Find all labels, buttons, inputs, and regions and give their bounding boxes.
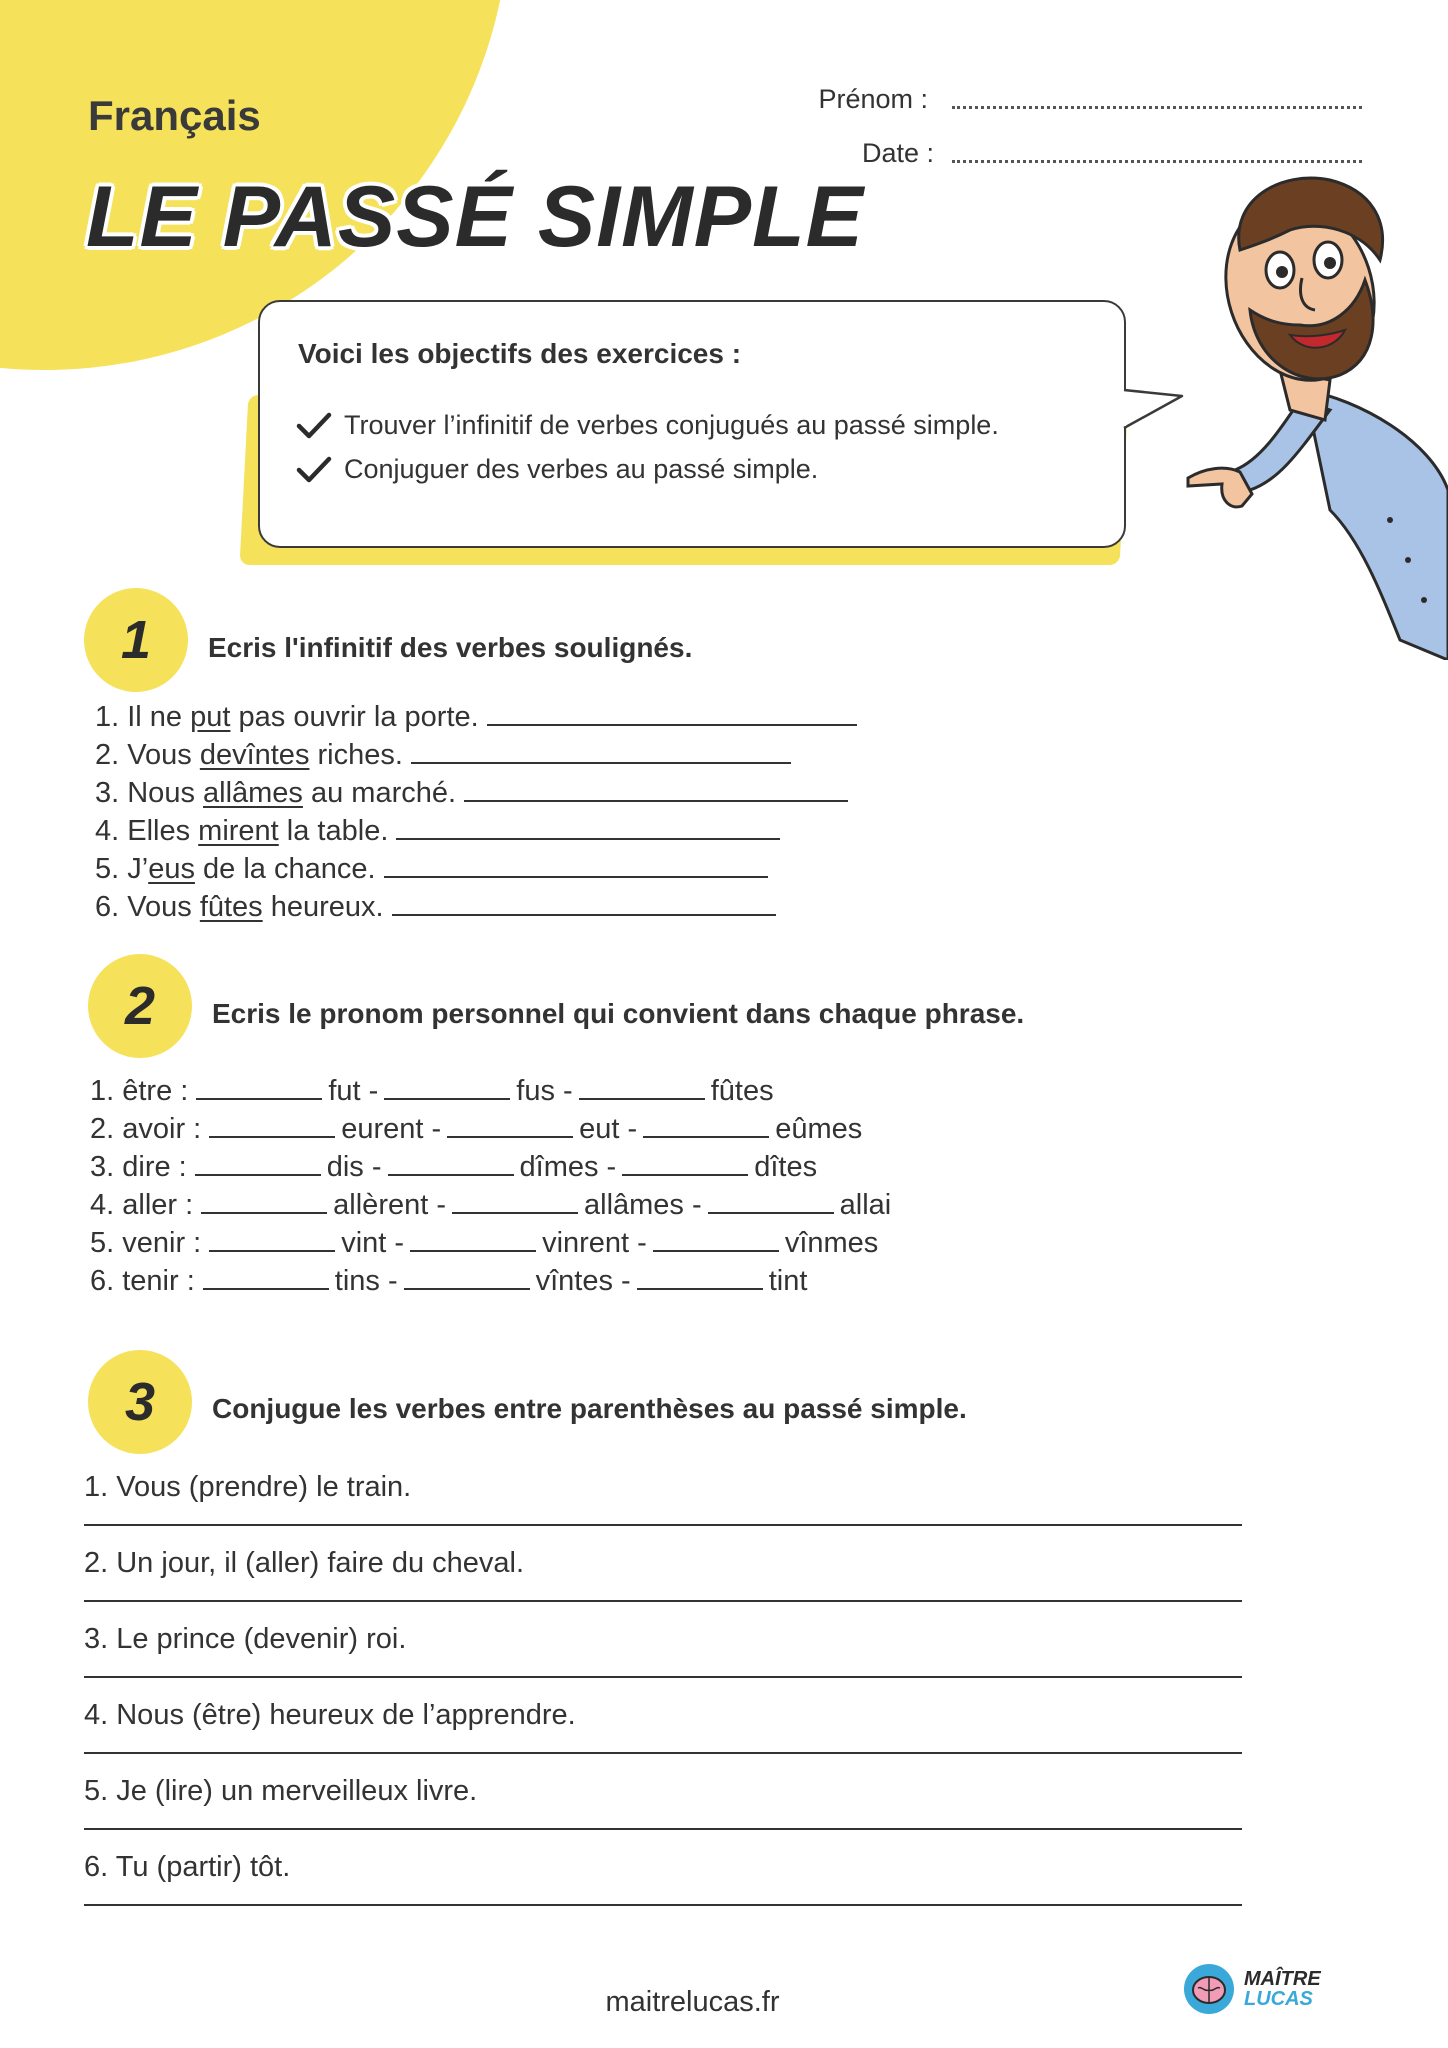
checkmark-icon bbox=[296, 411, 332, 441]
exercise-3-badge: 3 bbox=[88, 1350, 192, 1454]
objective-text: Conjuguer des verbes au passé simple. bbox=[344, 454, 819, 484]
exercise-1-instruction: Ecris l'infinitif des verbes soulignés. bbox=[208, 632, 693, 663]
underlined-verb: eus bbox=[148, 853, 195, 885]
list-item: 1. Il ne put pas ouvrir la porte. bbox=[95, 698, 857, 736]
answer-line[interactable] bbox=[84, 1828, 1242, 1830]
answer-line[interactable] bbox=[84, 1524, 1242, 1526]
list-item: 2. Vous devîntes riches. bbox=[95, 736, 857, 774]
list-item bbox=[84, 1772, 1244, 1848]
answer-line[interactable] bbox=[84, 1600, 1242, 1602]
list-item bbox=[84, 1848, 1244, 1924]
underlined-verb: mirent bbox=[198, 815, 279, 847]
answer-blank[interactable] bbox=[622, 1148, 748, 1176]
answer-blank[interactable] bbox=[452, 1186, 578, 1214]
sentence-text: 5. Je (lire) un merveilleux livre. bbox=[84, 1775, 478, 1807]
sentence-text: 6. Tu (partir) tôt. bbox=[84, 1851, 291, 1883]
list-item: 1. être : fut - fus - fûtes bbox=[90, 1072, 897, 1110]
list-item bbox=[84, 1696, 1244, 1772]
answer-blank[interactable] bbox=[392, 888, 776, 916]
teacher-character-illustration bbox=[1130, 160, 1448, 660]
answer-blank[interactable] bbox=[396, 812, 780, 840]
answer-blank[interactable] bbox=[411, 736, 791, 764]
list-item bbox=[84, 1468, 1244, 1544]
list-item bbox=[84, 1544, 1244, 1620]
underlined-verb: fûtes bbox=[199, 891, 263, 923]
brain-logo-icon bbox=[1182, 1962, 1236, 2016]
objectives-bubble bbox=[258, 300, 1126, 548]
answer-blank[interactable] bbox=[201, 1186, 327, 1214]
objectives-heading: Voici les objectifs des exercices : bbox=[298, 338, 742, 369]
logo-text: MAÎTRE LUCAS bbox=[1244, 1968, 1321, 2010]
sentence-text: 1. Vous (prendre) le train. bbox=[84, 1471, 412, 1503]
answer-blank[interactable] bbox=[388, 1148, 514, 1176]
objective-text: Trouver l’infinitif de verbes conjugués au passé simple. bbox=[344, 410, 999, 440]
exercise-3-instruction: Conjugue les verbes entre parenthèses au passé simple. bbox=[212, 1393, 967, 1424]
page-title: LE PASSÉ SIMPLE bbox=[86, 169, 864, 265]
list-item: 6. Vous fûtes heureux. bbox=[95, 888, 857, 926]
answer-blank[interactable] bbox=[209, 1224, 335, 1252]
sentence-text: 2. Un jour, il (aller) faire du cheval. bbox=[84, 1547, 525, 1579]
sentence-text: 4. Nous (être) heureux de l’apprendre. bbox=[84, 1699, 576, 1731]
objective-item bbox=[296, 410, 999, 441]
underlined-verb: devîntes bbox=[199, 739, 310, 771]
underlined-verb: put bbox=[190, 701, 231, 733]
answer-blank[interactable] bbox=[447, 1110, 573, 1138]
answer-blank[interactable] bbox=[653, 1224, 779, 1252]
answer-line[interactable] bbox=[84, 1752, 1242, 1754]
exercise-1-list bbox=[95, 698, 857, 926]
answer-blank[interactable] bbox=[637, 1262, 763, 1290]
answer-blank[interactable] bbox=[209, 1110, 335, 1138]
list-item: 2. avoir : eurent - eut - eûmes bbox=[90, 1110, 897, 1148]
sentence-text: 3. Le prince (devenir) roi. bbox=[84, 1623, 407, 1655]
answer-blank[interactable] bbox=[410, 1224, 536, 1252]
exercise-2-instruction: Ecris le pronom personnel qui convient dans chaque phrase. bbox=[212, 998, 1025, 1029]
answer-blank[interactable] bbox=[384, 1072, 510, 1100]
list-item bbox=[84, 1620, 1244, 1696]
list-item: 4. aller : allèrent - allâmes - allai bbox=[90, 1186, 897, 1224]
list-item: 3. Nous allâmes au marché. bbox=[95, 774, 857, 812]
checkmark-icon bbox=[296, 455, 332, 485]
underlined-verb: allâmes bbox=[203, 777, 303, 809]
prenom-label: Prénom : bbox=[818, 84, 928, 114]
answer-blank[interactable] bbox=[404, 1262, 530, 1290]
exercise-1-badge: 1 bbox=[84, 588, 188, 692]
list-item: 5. venir : vint - vinrent - vînmes bbox=[90, 1224, 897, 1262]
answer-blank[interactable] bbox=[708, 1186, 834, 1214]
answer-blank[interactable] bbox=[384, 850, 768, 878]
subject-label: Français bbox=[88, 92, 261, 139]
prenom-input-line[interactable] bbox=[952, 106, 1362, 109]
brand-logo bbox=[1182, 1962, 1321, 2016]
list-item: 6. tenir : tins - vîntes - tint bbox=[90, 1262, 897, 1300]
answer-blank[interactable] bbox=[579, 1072, 705, 1100]
answer-blank[interactable] bbox=[464, 774, 848, 802]
exercise-2-badge: 2 bbox=[88, 954, 192, 1058]
list-item: 4. Elles mirent la table. bbox=[95, 812, 857, 850]
date-label: Date : bbox=[861, 138, 934, 168]
answer-line[interactable] bbox=[84, 1904, 1242, 1906]
footer-website: maitrelucas.fr bbox=[605, 1986, 780, 2018]
exercise-2-list bbox=[90, 1072, 897, 1300]
list-item: 5. J’eus de la chance. bbox=[95, 850, 857, 888]
answer-blank[interactable] bbox=[196, 1072, 322, 1100]
answer-blank[interactable] bbox=[195, 1148, 321, 1176]
answer-blank[interactable] bbox=[643, 1110, 769, 1138]
answer-blank[interactable] bbox=[487, 698, 857, 726]
exercise-3-list bbox=[84, 1468, 1244, 1924]
list-item: 3. dire : dis - dîmes - dîtes bbox=[90, 1148, 897, 1186]
objective-item bbox=[296, 454, 818, 485]
answer-blank[interactable] bbox=[203, 1262, 329, 1290]
answer-line[interactable] bbox=[84, 1676, 1242, 1678]
